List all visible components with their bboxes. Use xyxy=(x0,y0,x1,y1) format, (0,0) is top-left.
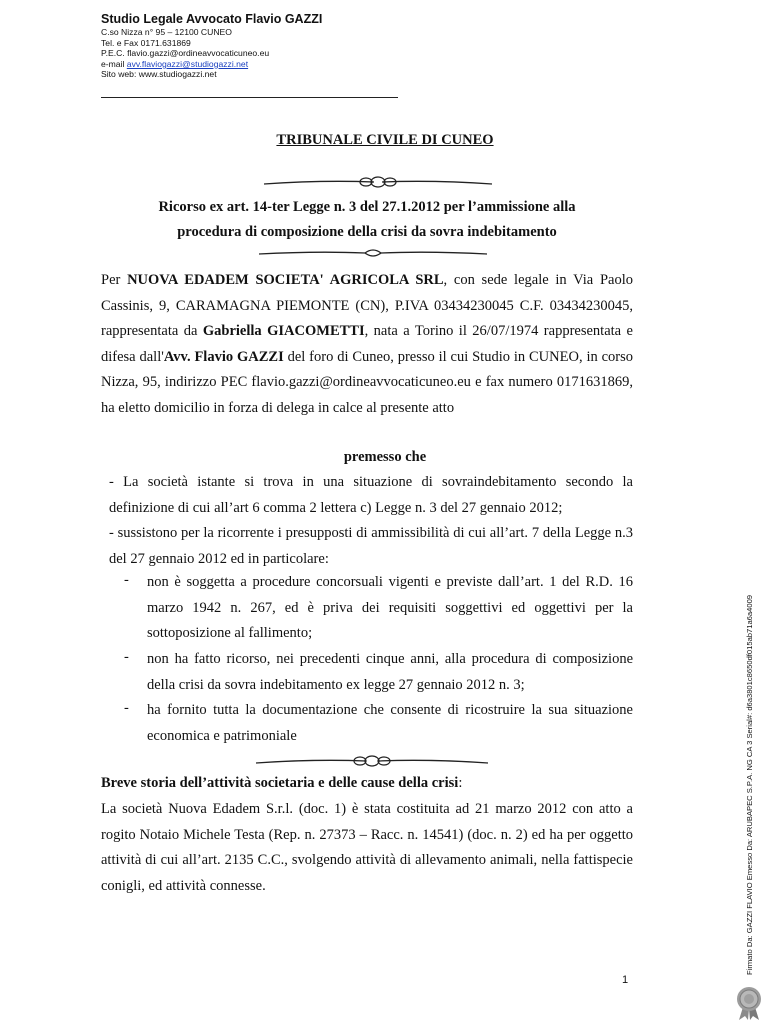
email-link[interactable]: avv.flaviogazzi@studiogazzi.net xyxy=(126,58,249,69)
company-name: NUOVA EDADEM SOCIETA' AGRICOLA SRL xyxy=(127,272,444,288)
digital-signature-text: Firmato Da: GAZZI FLAVIO Emesso Da: ARUBAPEC S.P.A. NG CA 3 Serial#: d6a3801c8650df015ab71a6a4009 xyxy=(745,594,754,975)
sub-item-bullet: - xyxy=(124,700,129,716)
ornament-divider xyxy=(262,174,494,190)
history-paragraph: La società Nuova Edadem S.r.l. (doc. 1) è stata costituita ad 21 marzo 2012 con atto a rogito Notaio Michele Testa (Rep. n. 27373 – Racc. n. 14541) (doc. n. 2) ed ha per oggetto attività di cui all’art. 2135 C.C., svolgendo attività di allevamento animali, nella fattispecie conigli, ed attività connesse. xyxy=(101,801,633,894)
firm-phone: Tel. e Fax 0171.631869 xyxy=(101,37,191,48)
sub-item-bullet: - xyxy=(124,572,129,588)
certified-seal-icon xyxy=(733,985,765,1021)
petition-title-line-1: Ricorso ex art. 14-ter Legge n. 3 del 27.1.2012 per l’ammissione alla xyxy=(158,199,576,215)
section-heading-colon: : xyxy=(458,775,463,791)
sub-item-bullet: - xyxy=(124,649,129,665)
email-label: e-mail xyxy=(101,58,127,69)
premesso-item-text: - La società istante si trova in una situazione di sovraindebitamento secondo la definizione di cui all’art 6 comma 2 lettera c) Legge n. 3 del 27 gennaio 2012; xyxy=(109,474,633,516)
firm-address: C.so Nizza n° 95 – 12100 CUNEO xyxy=(101,27,232,37)
header-divider xyxy=(101,97,398,98)
premesso-heading: premesso che xyxy=(343,449,427,465)
premesso-item-text: - sussistono per la ricorrente i presupposti di ammissibilità di cui all’art. 7 della Legge n.3 del 27 gennaio 2012 ed in particolare: xyxy=(109,525,633,567)
intro-text-2: , con sede legale in Via Paolo Cassinis, 9, CARAMAGNA PIEMONTE (CN), P.IVA 03434230045 C.F. 03434230045, rappresentata da xyxy=(101,272,633,339)
section-heading xyxy=(101,775,462,792)
premesso-item xyxy=(101,521,633,572)
intro-text-3: , nata a Torino il 26/07/1974 rappresentata e difesa dall' xyxy=(101,323,633,365)
lawyer-name: Avv. Flavio GAZZI xyxy=(163,348,284,365)
ornament-divider xyxy=(257,246,489,260)
intro-paragraph xyxy=(101,268,633,421)
petition-title-line-2: procedura di composizione della crisi da sovra indebitamento xyxy=(177,224,557,240)
ornament-divider xyxy=(254,753,490,769)
sub-item: ha fornito tutta la documentazione che consente di ricostruire la sua situazione economica e patrimoniale xyxy=(147,702,633,744)
section-heading-text: Breve storia dell’attività societaria e delle cause della crisi xyxy=(101,775,459,791)
sub-item: non ha fatto ricorso, nei precedenti cinque anni, alla procedura di composizione della crisi da sovra indebitamento ex legge 27 gennaio 2012 n. 3; xyxy=(147,651,633,693)
page-number: 1 xyxy=(622,974,629,986)
premesso-item xyxy=(101,470,633,521)
firm-website: Sito web: www.studiogazzi.net xyxy=(101,69,217,80)
representative-name: Gabriella GIACOMETTI xyxy=(202,323,365,339)
firm-name: Studio Legale Avvocato Flavio GAZZI xyxy=(101,12,323,26)
intro-text-4: del foro di Cuneo, presso il cui Studio in CUNEO, in corso Nizza, 95, indirizzo PEC flavio.gazzi@ordineavvocaticuneo.eu e fax numero 0171631869, ha eletto domicilio in forza di delega in calce al presente atto xyxy=(101,348,634,416)
letterhead xyxy=(101,12,421,80)
sub-item: non è soggetta a procedure concorsuali vigenti e previste dall’art. 1 del R.D. 16 marzo 1942 n. 267, ed è priva dei requisiti soggettivi ed oggettivi per la sottoposizione al fallimento; xyxy=(147,574,633,641)
court-title: TRIBUNALE CIVILE DI CUNEO xyxy=(276,132,494,148)
firm-pec: P.E.C. flavio.gazzi@ordineavvocaticuneo.eu xyxy=(101,48,270,59)
intro-text-1: Per xyxy=(101,272,128,288)
firm-email xyxy=(101,59,421,70)
